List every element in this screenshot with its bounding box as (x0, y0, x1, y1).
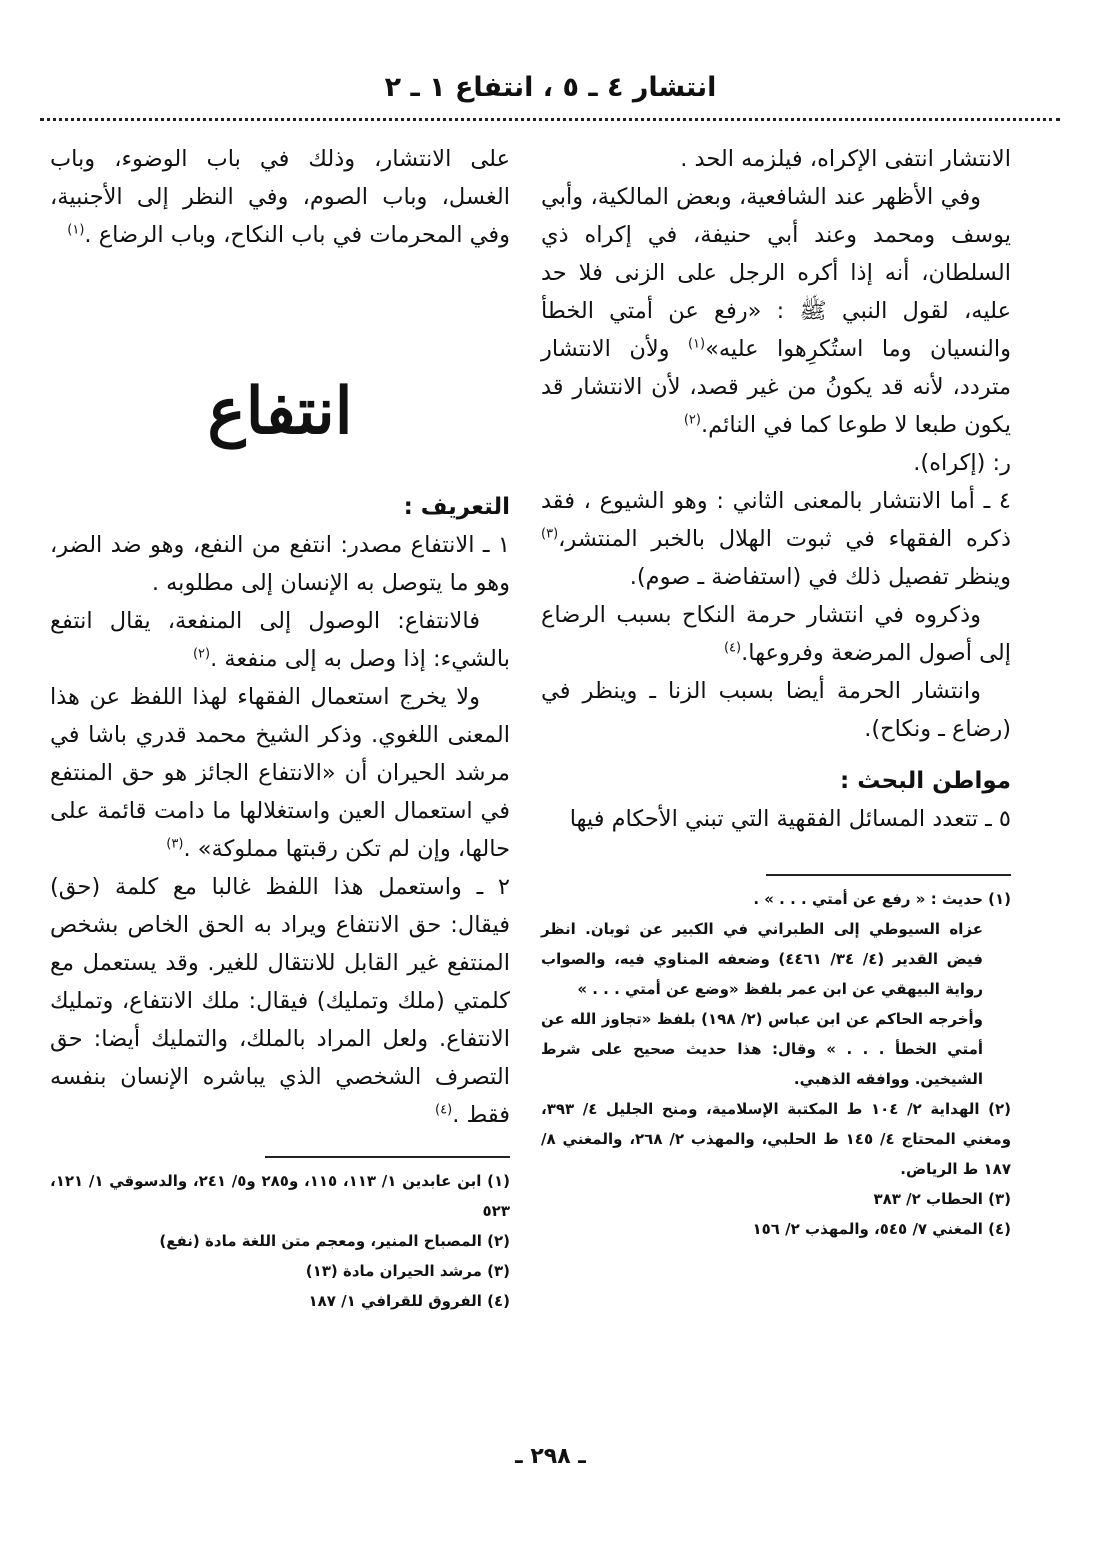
footnote-list (50, 1166, 510, 1316)
entry-title: انتفاع (207, 374, 353, 449)
text: ر: (إكراه). (913, 450, 1011, 476)
text: ٤ ـ أما الانتشار بالمعنى الثاني : وهو الشيوع ، فقد ذكره الفقهاء في ثبوت الهلال بالخبر المنتشر، (541, 488, 1011, 552)
paragraph (541, 482, 1011, 596)
footnote: (٣) الحطاب ٢/ ٣٨٣ (873, 1190, 1011, 1208)
footnote: عزاه السيوطي إلى الطبراني في الكبير عن ثوبان. انظر فيض القدير (٤/ ٣٤/ ٤٤٦١) وضعفه المناوي فيه، والصواب رواية البيهقي عن ابن عمر بلفظ «وضع عن أمتي . . . » (541, 920, 983, 998)
left-footnotes (50, 1156, 510, 1316)
paragraph (541, 140, 1011, 178)
header-dotted-rule (40, 118, 1060, 121)
left-column-main (50, 488, 510, 1316)
paragraph (541, 596, 1011, 672)
right-column (541, 140, 1011, 1244)
text: وينظر تفصيل ذلك في (استفاضة ـ صوم). (629, 564, 1011, 590)
paragraph (50, 602, 510, 678)
text: وانتشار الحرمة أيضا بسبب الزنا ـ وينظر في (رضاع ـ ونكاح). (541, 678, 1011, 742)
paragraph (50, 526, 510, 602)
footnote-ref: (٤) (435, 1102, 453, 1118)
left-column-top (50, 140, 510, 254)
text: ١ ـ الانتفاع مصدر: انتفع من النفع، وهو ضد الضر، وهو ما يتوصل به الإنسان إلى مطلوبه . (50, 532, 510, 596)
footnote-ref: (١) (687, 336, 706, 352)
footnote: وأخرجه الحاكم عن ابن عباس (٢/ ١٩٨) بلفظ «تجاوز الله عن أمتي الخطأ . . . » وقال: هذا حديث صحيح على شرط الشيخين. ووافقه الذهبي. (541, 1010, 983, 1088)
section-heading: التعريف : (403, 494, 510, 520)
text: الانتشار انتفى الإكراه، فيلزمه الحد . (680, 146, 1011, 172)
footnote: (١) ابن عابدين ١/ ١١٣، ١١٥، و٢٨٥ و٥/ ٢٤١، والدسوقي ١/ ١٢١، ٥٢٣ (50, 1172, 511, 1220)
footnote-ref: (٣) (541, 526, 559, 542)
footnote-ref: (٤) (723, 640, 742, 656)
left-column-body (50, 488, 510, 1134)
text: ٥ ـ تتعدد المسائل الفقهية التي تبني الأحكام فيها (569, 806, 1011, 832)
left-column (50, 140, 510, 254)
footnote-ref: (٢) (192, 646, 211, 662)
footnote-ref: (٣) (166, 836, 184, 852)
text: وفي الأظهر عند الشافعية، وبعض المالكية، وأبي يوسف ومحمد وعند أبي حنيفة، في إكراه ذي السلطان، أنه إذا أكره الرجل على الزنى فلا حد عليه، لقول النبي ﷺ : «رفع عن أمتي الخطأ والنسيان وما استُكرِهوا عليه» (541, 184, 1011, 362)
page-number: ـ ٢٩٨ ـ (515, 1444, 586, 1469)
footnote-ref: (٢) (683, 412, 701, 428)
footnote-rule (766, 874, 1011, 876)
footnote: (١) حديث : « رفع عن أمتي . . . » . (753, 890, 1011, 908)
text: ٢ ـ واستعمل هذا اللفظ غالبا مع كلمة (حق) فيقال: حق الانتفاع ويراد به الحق الخاص بشخص المنتفع غير القابل للانتقال للغير. وقد يستعمل مع كلمتي (ملك وتمليك) فيقال: ملك الانتفاع، وتمليك الانتفاع. ولعل المراد بالملك، والتمليك أيضا: حق التصرف الشخصي الذي يباشره الإنسان بنفسه فقط . (50, 874, 510, 1128)
footnote-list (541, 884, 1011, 1244)
running-header: انتشار ٤ ـ ٥ ، انتفاع ١ ـ ٢ (384, 72, 717, 103)
paragraph (50, 868, 510, 1134)
paragraph (541, 444, 1011, 482)
footnote-ref: (١) (67, 222, 85, 238)
paragraph (541, 800, 1011, 838)
footnote: (٤) المغني ٧/ ٥٤٥، والمهذب ٢/ ١٥٦ (752, 1220, 1011, 1238)
footnote: (٤) الفروق للقرافي ١/ ١٨٧ (308, 1292, 510, 1310)
footnote: (٣) مرشد الحيران مادة (١٣) (305, 1262, 510, 1280)
text: وذكروه في انتشار حرمة النكاح بسبب الرضاع إلى أصول المرضعة وفروعها. (541, 602, 1011, 666)
text: فالانتفاع: الوصول إلى المنفعة، يقال انتفع بالشيء: إذا وصل به إلى منفعة . (50, 608, 510, 672)
footnote-rule (265, 1156, 510, 1158)
paragraph (50, 140, 510, 254)
right-column-body (541, 140, 1011, 838)
footnote: (٢) الهداية ٢/ ١٠٤ ط المكتبة الإسلامية، ومنح الجليل ٤/ ٣٩٣، ومغني المحتاج ٤/ ١٤٥ ط الحلبي، والمهذب ٢/ ٢٦٨، والمغني ٨/ ١٨٧ ط الرياض. (541, 1100, 1012, 1178)
paragraph (541, 672, 1011, 748)
section-heading: مواطن البحث : (840, 768, 1011, 794)
right-footnotes (541, 874, 1011, 1244)
text: على الانتشار، وذلك في باب الوضوء، وباب الغسل، وباب الصوم، وفي النظر إلى الأجنبية، وفي المحرمات في باب النكاح، وباب الرضاع . (50, 146, 510, 248)
paragraph (50, 678, 510, 868)
footnote: (٢) المصباح المنير، ومعجم متن اللغة مادة (نفع) (159, 1232, 510, 1250)
text: ولا يخرج استعمال الفقهاء لهذا اللفظ عن هذا المعنى اللغوي. وذكر الشيخ محمد قدري باشا في مرشد الحيران أن «الانتفاع الجائز هو حق المنتفع في استعمال العين واستغلالها ما دامت قائمة على حالها، وإن لم تكن رقبتها مملوكة» . (50, 684, 510, 862)
paragraph (541, 178, 1011, 444)
text: ولأن الانتشار متردد، لأنه قد يكونُ من غير قصد، لأن الانتشار قد يكون طبعا لا طوعا كما في النائم. (541, 336, 1011, 438)
